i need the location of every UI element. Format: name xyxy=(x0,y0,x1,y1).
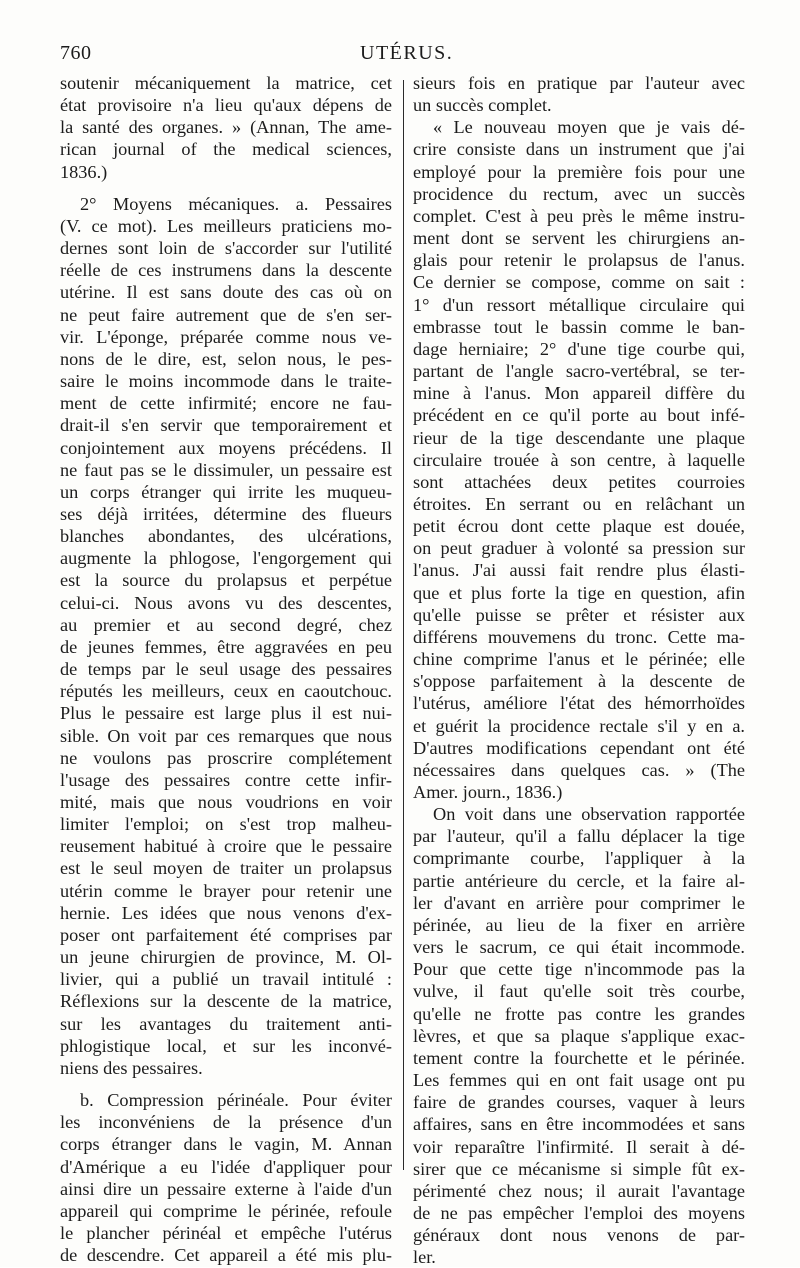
text-line: sirer que ce mécanisme si simple fût ex- xyxy=(413,1158,745,1179)
text-line: ment de cette infirmité; encore ne fau- xyxy=(60,393,392,414)
text-line: de jeunes femmes, être aggravées en peu xyxy=(60,636,392,657)
text-line: périmenté chez nous; il aurait l'avantage xyxy=(413,1180,745,1201)
text-line: dage herniaire; 2° d'une tige courbe qui, xyxy=(413,338,745,359)
text-line: vulve, il faut qu'elle soit très courbe, xyxy=(413,981,745,1002)
text-line: livier, qui a publié un travail intitulé : xyxy=(60,969,392,990)
text-line: les inconvéniens de la présence d'un xyxy=(60,1112,392,1133)
text-line: 1836.) xyxy=(60,161,108,182)
text-line: précédent en ce qu'il porte au bout infé- xyxy=(413,405,745,426)
text-line: d'Amérique a eu l'idée d'appliquer pour xyxy=(60,1156,392,1177)
paragraph-gap xyxy=(60,1079,392,1089)
left-text-column xyxy=(60,72,392,1266)
text-line: périnée, au lieu de la fixer en arrière xyxy=(413,914,745,935)
column-divider xyxy=(403,80,404,1170)
page-header xyxy=(60,42,760,72)
text-line: Réflexions sur la descente de la matrice, xyxy=(60,991,392,1012)
text-line: par l'auteur, qu'il a fallu déplacer la tige xyxy=(413,826,745,847)
text-line: Ce dernier se compose, comme on sait : xyxy=(413,272,745,293)
text-line: D'autres modifications cependant ont été xyxy=(413,737,745,758)
text-line: on peut graduer à volonté sa pression sur xyxy=(413,538,745,559)
text-line: dernes sont loin de s'accorder sur l'utilité xyxy=(60,238,392,259)
text-line: Pour que cette tige n'incommode pas la xyxy=(413,959,745,980)
text-line: lèvres, et que sa plaque s'applique exac- xyxy=(413,1025,745,1046)
text-line: ses déjà irritées, détermine des flueurs xyxy=(60,503,392,524)
text-line: vir. L'éponge, préparée comme nous ve- xyxy=(60,326,392,347)
text-line: niens des pessaires. xyxy=(60,1057,203,1078)
text-line: Plus le pessaire est large plus il est nui- xyxy=(60,703,392,724)
text-line: partant de l'angle sacro-vertébral, se ter- xyxy=(413,361,745,382)
text-line: On voit dans une observation rapportée xyxy=(433,804,745,825)
text-line: partie antérieure du cercle, et la faire al- xyxy=(413,870,745,891)
text-line: utérine. Il est sans doute des cas où on xyxy=(60,282,392,303)
text-line: un jeune chirurgien de province, M. Ol- xyxy=(60,947,392,968)
paragraph-gap xyxy=(60,183,392,193)
text-line: utérin comme le brayer pour retenir une xyxy=(60,880,392,901)
text-line: rican journal of the medical sciences, xyxy=(60,139,392,160)
running-title: UTÉRUS. xyxy=(360,42,454,64)
text-line: la santé des organes. » (Annan, The ame- xyxy=(60,117,392,138)
text-line: reusement habitué à croire que le pessaire xyxy=(60,836,392,857)
text-line: différens mouvemens du tronc. Cette ma- xyxy=(413,626,745,647)
text-line: ment dont se servent les chirurgiens an- xyxy=(413,228,745,249)
text-line: de temps par le seul usage des pessaires xyxy=(60,659,392,680)
right-text-column xyxy=(413,72,745,1268)
text-line: réputés les meilleurs, ceux en caoutchouc. xyxy=(60,681,392,702)
text-line: embrasse tout le bassin comme le ban- xyxy=(413,316,745,337)
text-line: l'usage des pessaires contre cette infir- xyxy=(60,769,392,790)
text-line: glais pour retenir le prolapsus de l'anus. xyxy=(413,250,745,271)
text-line: étroites. En serrant ou en relâchant un xyxy=(413,493,745,514)
text-line: état provisoire n'a lieu qu'aux dépens de xyxy=(60,95,392,116)
text-line: employé pour la première fois pour une xyxy=(413,161,745,182)
text-line: comprimante courbe, l'appliquer à la xyxy=(413,848,745,869)
text-line: l'anus. J'ai aussi fait rendre plus élasti- xyxy=(413,560,745,581)
text-line: petit écrou dont cette plaque est douée, xyxy=(413,516,745,537)
text-line: ne faut pas se le dissimuler, un pessaire est xyxy=(60,459,392,480)
text-line: blanches abondantes, des ulcérations, xyxy=(60,526,392,547)
text-line: phlogistique local, et sur les inconvé- xyxy=(60,1035,392,1056)
text-line: est la source du prolapsus et perpétue xyxy=(60,570,392,591)
text-line: ler d'avant en arrière pour comprimer le xyxy=(413,892,745,913)
text-line: limiter l'emploi; on s'est trop malheu- xyxy=(60,814,392,835)
text-line: voir reparaître l'infirmité. Il serait à dé- xyxy=(413,1136,745,1157)
text-line: nécessaires dans quelques cas. » (The xyxy=(413,759,745,780)
text-line: l'utérus, améliore l'état des hémorrhoïdes xyxy=(413,693,745,714)
text-line: le plancher périnéal et empêche l'utérus xyxy=(60,1222,392,1243)
text-line: appareil qui comprime le périnée, refoule xyxy=(60,1200,392,1221)
text-line: drait-il s'en servir que temporairement et xyxy=(60,415,392,436)
text-line: ne voulons pas proscrire complétement xyxy=(60,747,392,768)
text-line: s'oppose parfaitement à la descente de xyxy=(413,671,745,692)
text-line: procidence du rectum, avec un succès xyxy=(413,183,745,204)
text-line: rieur de la tige descendante une plaque xyxy=(413,427,745,448)
text-line: mité, mais que nous voudrions en voir xyxy=(60,792,392,812)
text-line: tement contre la fourchette et le périnée. xyxy=(413,1047,745,1068)
text-line: Les femmes qui en ont fait usage ont pu xyxy=(413,1070,745,1091)
text-line: ne peut faire autrement que de s'en ser- xyxy=(60,304,392,325)
text-line: qu'elle ne frotte pas contre les grandes xyxy=(413,1003,745,1024)
text-line: b. Compression périnéale. Pour éviter xyxy=(80,1090,392,1111)
text-line: sible. On voit par ces remarques que nous xyxy=(60,725,392,746)
text-line: de descendre. Cet appareil a été mis plu- xyxy=(60,1245,392,1266)
text-line: un corps étranger qui irrite les muqueu- xyxy=(60,481,392,502)
text-line: réelle de ces instrumens dans la descente xyxy=(60,260,392,281)
text-line: soutenir mécaniquement la matrice, cet xyxy=(60,73,392,93)
text-line: est le seul moyen de traiter un prolapsus xyxy=(60,858,392,879)
text-line: mine à l'anus. Mon appareil diffère du xyxy=(413,383,745,404)
text-line: « Le nouveau moyen que je vais dé- xyxy=(433,117,745,138)
text-line: vers le sacrum, ce qui était incommode. xyxy=(413,937,745,958)
text-line: Amer. journ., 1836.) xyxy=(413,782,563,802)
text-line: qu'elle puisse se prêter et résister aux xyxy=(413,604,745,625)
text-line: hernie. Les idées que nous venons d'ex- xyxy=(60,902,392,923)
text-line: ainsi dire un pessaire externe à l'aide d'un xyxy=(60,1178,392,1199)
text-line: complet. C'est à peu près le même instru- xyxy=(413,205,745,226)
text-line: et guérit la procidence rectale s'il y en a. xyxy=(413,715,745,736)
text-line: saire le moins incommode dans le traite- xyxy=(60,371,392,392)
text-line: faire de grandes courses, vaquer à leurs xyxy=(413,1092,745,1113)
text-line: de ne pas empêcher l'emploi des moyens xyxy=(413,1202,745,1223)
text-line: ler. xyxy=(413,1247,436,1268)
text-line: chine comprime l'anus et le périnée; elle xyxy=(413,649,745,670)
text-line: au premier et au second degré, chez xyxy=(60,614,392,635)
text-line: que et plus forte la tige en question, afin xyxy=(413,582,745,603)
text-line: poser ont parfaitement été comprises par xyxy=(60,924,392,945)
text-line: un succès complet. xyxy=(413,95,552,116)
text-line: conjointement aux moyens précédens. Il xyxy=(60,437,392,458)
text-line: celui-ci. Nous avons vu des descentes, xyxy=(60,592,392,613)
text-line: (V. ce mot). Les meilleurs praticiens mo- xyxy=(60,215,392,236)
text-line: affaires, sans en être incommodées et sans xyxy=(413,1114,745,1135)
text-line: 2° Moyens mécaniques. a. Pessaires xyxy=(80,193,392,214)
text-line: sur les avantages du traitement anti- xyxy=(60,1013,392,1034)
text-line: corps étranger dans le vagin, M. Annan xyxy=(60,1134,392,1155)
text-line: circulaire trouée à son centre, à laquelle xyxy=(413,449,745,470)
text-line: sont attachées deux petites courroies xyxy=(413,471,745,492)
text-line: généraux dont nous venons de par- xyxy=(413,1225,745,1246)
text-line: augmente la phlogose, l'engorgement qui xyxy=(60,548,392,569)
text-line: sieurs fois en pratique par l'auteur avec xyxy=(413,73,745,93)
text-line: nons de le dire, est, selon nous, le pes- xyxy=(60,348,392,369)
page-number: 760 xyxy=(60,42,92,64)
text-line: crire consiste dans un instrument que j'ai xyxy=(413,139,745,160)
text-line: 1° d'un ressort métallique circulaire qui xyxy=(413,294,745,315)
